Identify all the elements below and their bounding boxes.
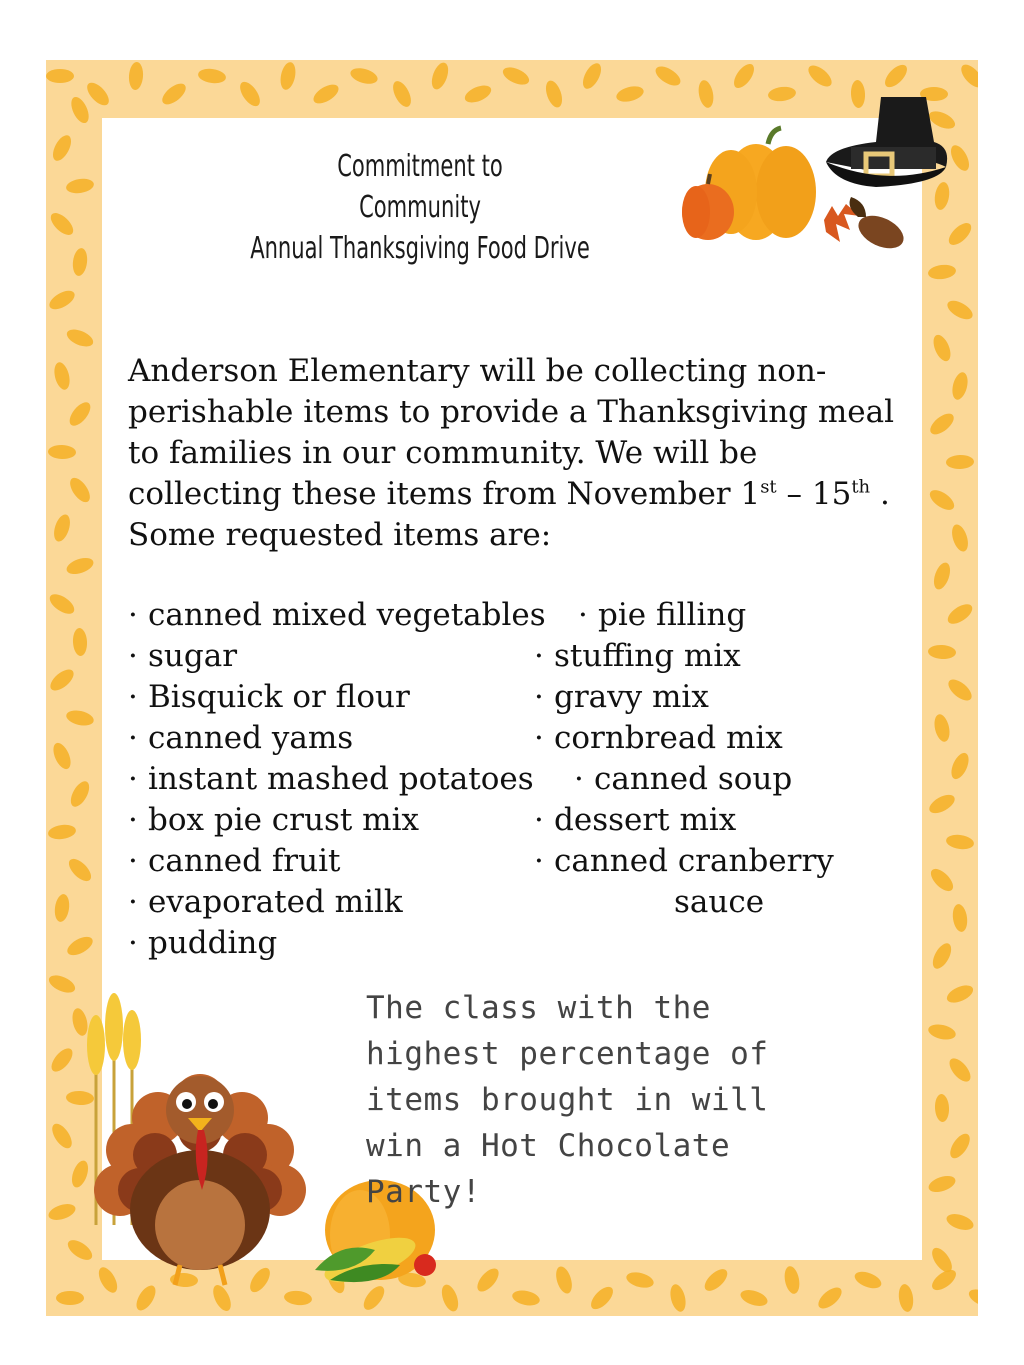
leaf-decoration [946,1055,975,1085]
bullet: · [128,597,138,633]
leaf-decoration [47,209,77,239]
bullet: · [128,925,138,961]
pumpkins-pilgrim-hat-icon [676,92,956,292]
leaf-decoration [64,933,95,959]
intro-paragraph [128,351,898,556]
bullet: · [534,802,544,838]
leaf-decoration [48,1120,75,1151]
leaf-decoration [945,676,975,705]
bullet: · [128,761,138,797]
flyer-title [248,146,591,269]
contest-line-4: win a Hot Chocolate [366,1128,731,1164]
title-line-2: Community [359,190,481,225]
leaf-decoration [236,79,264,110]
leaf-decoration [53,893,71,923]
right-item: cornbread mix [554,720,783,756]
contest-announcement [366,985,866,1215]
leaf-decoration [929,940,955,971]
leaf-decoration [625,1270,656,1291]
right-item: stuffing mix [554,638,741,674]
title-line-1: Commitment to [337,149,503,184]
leaf-decoration [83,79,112,109]
leaf-decoration [52,361,72,392]
left-item: canned yams [148,720,354,756]
leaf-decoration [46,590,77,617]
leaf-decoration [951,903,969,933]
leaf-decoration [926,1173,957,1195]
bullet: · [128,843,138,879]
leaf-decoration [782,1265,801,1295]
bullet: · [578,597,588,633]
right-item: sauce [674,884,765,920]
bullet: · [128,679,138,715]
bullet: · [534,679,544,715]
leaf-decoration [927,486,958,514]
leaf-decoration [66,475,94,506]
leaf-decoration [48,445,76,460]
leaf-decoration [931,560,953,591]
leaf-decoration [68,94,93,125]
contest-line-3: items brought in will [366,1082,769,1118]
leaf-decoration [64,555,95,577]
leaf-decoration [701,1265,731,1294]
intro-text-1: Anderson Elementary will be collecting non-perishable items to provide a Thanksgiving meal to families in our community. We will be collecting these items from November 1 [128,353,894,512]
leaf-decoration [543,78,565,109]
leaf-decoration [579,60,605,91]
leaf-decoration [51,513,73,544]
leaf-decoration [48,1045,77,1075]
left-item: sugar [148,638,238,674]
leaf-decoration [389,78,414,109]
leaf-decoration [944,297,975,323]
leaf-decoration [159,80,190,109]
left-item: instant mashed potatoes [148,761,534,797]
leaf-decoration [50,740,74,771]
leaf-decoration [65,855,95,885]
leaf-decoration [881,61,911,91]
leaf-decoration [310,81,341,107]
leaf-decoration [957,61,978,91]
leaf-decoration [950,371,970,402]
leaf-decoration [128,62,144,91]
leaf-decoration [283,1290,312,1307]
leaf-decoration [730,61,758,92]
leaf-decoration [49,132,75,163]
leaf-decoration [462,82,493,106]
bullet: · [534,638,544,674]
intro-text-3: . Some requested items are: [128,476,890,553]
leaf-decoration [946,1130,973,1161]
right-item: dessert mix [554,802,737,838]
leaf-decoration [349,65,380,86]
leaf-decoration [72,628,87,657]
intro-sup-2: th [851,476,871,498]
left-item: pudding [148,925,278,961]
leaf-decoration [928,644,957,659]
leaf-decoration [65,708,95,728]
leaf-decoration [511,1288,541,1308]
leaf-decoration [926,791,957,817]
right-item: canned cranberry [554,843,834,879]
leaf-decoration [927,1022,957,1042]
leaf-decoration [67,778,93,809]
leaf-decoration [805,62,835,91]
right-item: canned soup [594,761,793,797]
leaf-decoration [553,1265,575,1296]
leaf-decoration [815,1284,845,1313]
leaf-decoration [56,1291,84,1305]
bullet: · [128,720,138,756]
leaf-decoration [944,982,975,1006]
leaf-decoration [945,1211,976,1233]
leaf-decoration [46,972,77,996]
leaf-decoration [65,177,95,195]
contest-line-5: Party! [366,1174,481,1210]
intro-text-2: – 15 [776,476,852,512]
title-line-3: Annual Thanksgiving Food Drive [250,231,590,266]
contest-line-1: The class with the [366,990,711,1026]
leaf-decoration [47,666,77,695]
leaf-decoration [66,399,95,430]
leaf-decoration [668,1283,688,1314]
leaf-decoration [587,1283,617,1313]
leaf-decoration [474,1265,503,1295]
leaf-decoration [46,287,77,313]
bullet: · [128,884,138,920]
leaf-decoration [897,1283,915,1313]
leaf-decoration [949,523,971,554]
leaf-decoration [927,865,957,895]
leaf-decoration [927,410,958,439]
leaf-decoration [47,823,77,841]
leaf-decoration [934,1094,949,1123]
leaf-decoration [945,833,975,851]
right-item: pie filling [598,597,747,633]
leaf-decoration [278,61,298,91]
leaf-decoration [932,713,952,743]
contest-line-2: highest percentage of [366,1036,769,1072]
leaf-decoration [197,67,227,85]
left-item: Bisquick or flour [148,679,410,715]
leaf-decoration [739,1287,770,1309]
left-item: box pie crust mix [148,802,419,838]
leaf-decoration [652,63,683,90]
leaf-decoration [46,69,74,83]
leaf-decoration [615,84,646,105]
leaf-decoration [47,1201,78,1223]
bullet: · [128,802,138,838]
bullet: · [128,638,138,674]
left-item: canned mixed vegetables [148,597,546,633]
leaf-decoration [944,600,975,627]
leaf-decoration [930,332,954,363]
leaf-decoration [966,1286,978,1310]
bullet: · [534,720,544,756]
leaf-decoration [71,247,88,276]
leaf-decoration [852,1268,883,1291]
leaf-decoration [948,750,972,781]
right-item: gravy mix [554,679,709,715]
leaf-decoration [64,326,95,350]
bullet: · [574,761,584,797]
left-item: canned fruit [148,843,341,879]
intro-sup-1: st [760,476,777,498]
left-item: evaporated milk [148,884,403,920]
leaf-decoration [500,64,531,88]
leaf-decoration [946,455,974,470]
leaf-decoration [429,60,452,91]
bullet: · [534,843,544,879]
